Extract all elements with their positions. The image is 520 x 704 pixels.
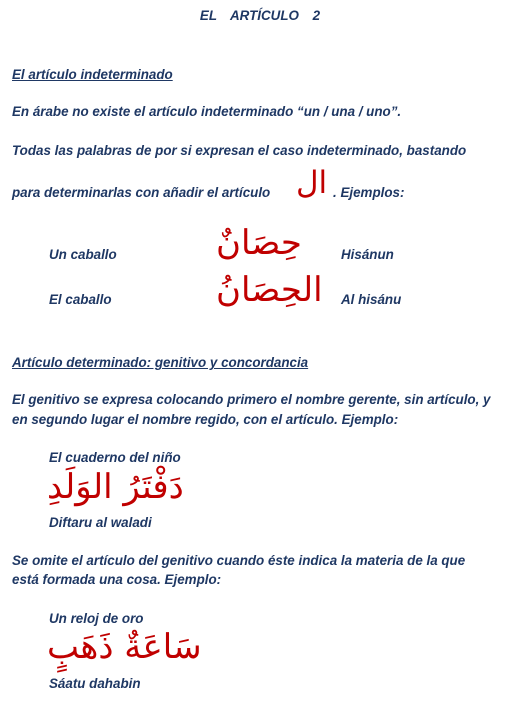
paragraph-line: Se omite el artículo del genitivo cuando éste indica la materia de la que: [12, 553, 466, 568]
paragraph-line: Todas las palabras de por si expresan el caso indeterminado, bastando: [12, 143, 467, 158]
arabic-article: ال: [296, 165, 328, 201]
example-spanish: Un reloj de oro: [49, 611, 144, 626]
page-title: EL ARTÍCULO 2: [199, 8, 321, 23]
paragraph-line-end: . Ejemplos:: [333, 185, 405, 200]
heading-determinate-article: Artículo determinado: genitivo y concordancia: [12, 355, 309, 370]
example-spanish: Un caballo: [49, 247, 117, 262]
example-transliteration: Hisánun: [341, 247, 394, 262]
paragraph-line: está formada una cosa. Ejemplo:: [12, 572, 222, 587]
heading-indeterminate-article: El artículo indeterminado: [12, 67, 173, 82]
example-arabic: دَفْتَرُ الوَلَدِ: [47, 467, 184, 507]
example-arabic: الحِصَانُ: [216, 270, 323, 310]
example-transliteration: Diftaru al waladi: [49, 515, 152, 530]
example-spanish: El caballo: [49, 292, 112, 307]
example-transliteration: Al hisánu: [341, 292, 402, 307]
paragraph-line: El genitivo se expresa colocando primero el nombre gerente, sin artículo, y: [12, 392, 491, 407]
example-arabic: حِصَانٌ: [216, 223, 302, 263]
example-transliteration: Sáatu dahabin: [49, 676, 141, 691]
paragraph-line: para determinarlas con añadir el artículo: [12, 185, 271, 200]
example-spanish: El cuaderno del niño: [49, 450, 181, 465]
example-arabic: سَاعَةٌ ذَهَبٍ: [47, 627, 202, 667]
paragraph-line: En árabe no existe el artículo indeterminado “un / una / uno”.: [12, 104, 402, 119]
paragraph-line: en segundo lugar el nombre regido, con el artículo. Ejemplo:: [12, 412, 399, 427]
